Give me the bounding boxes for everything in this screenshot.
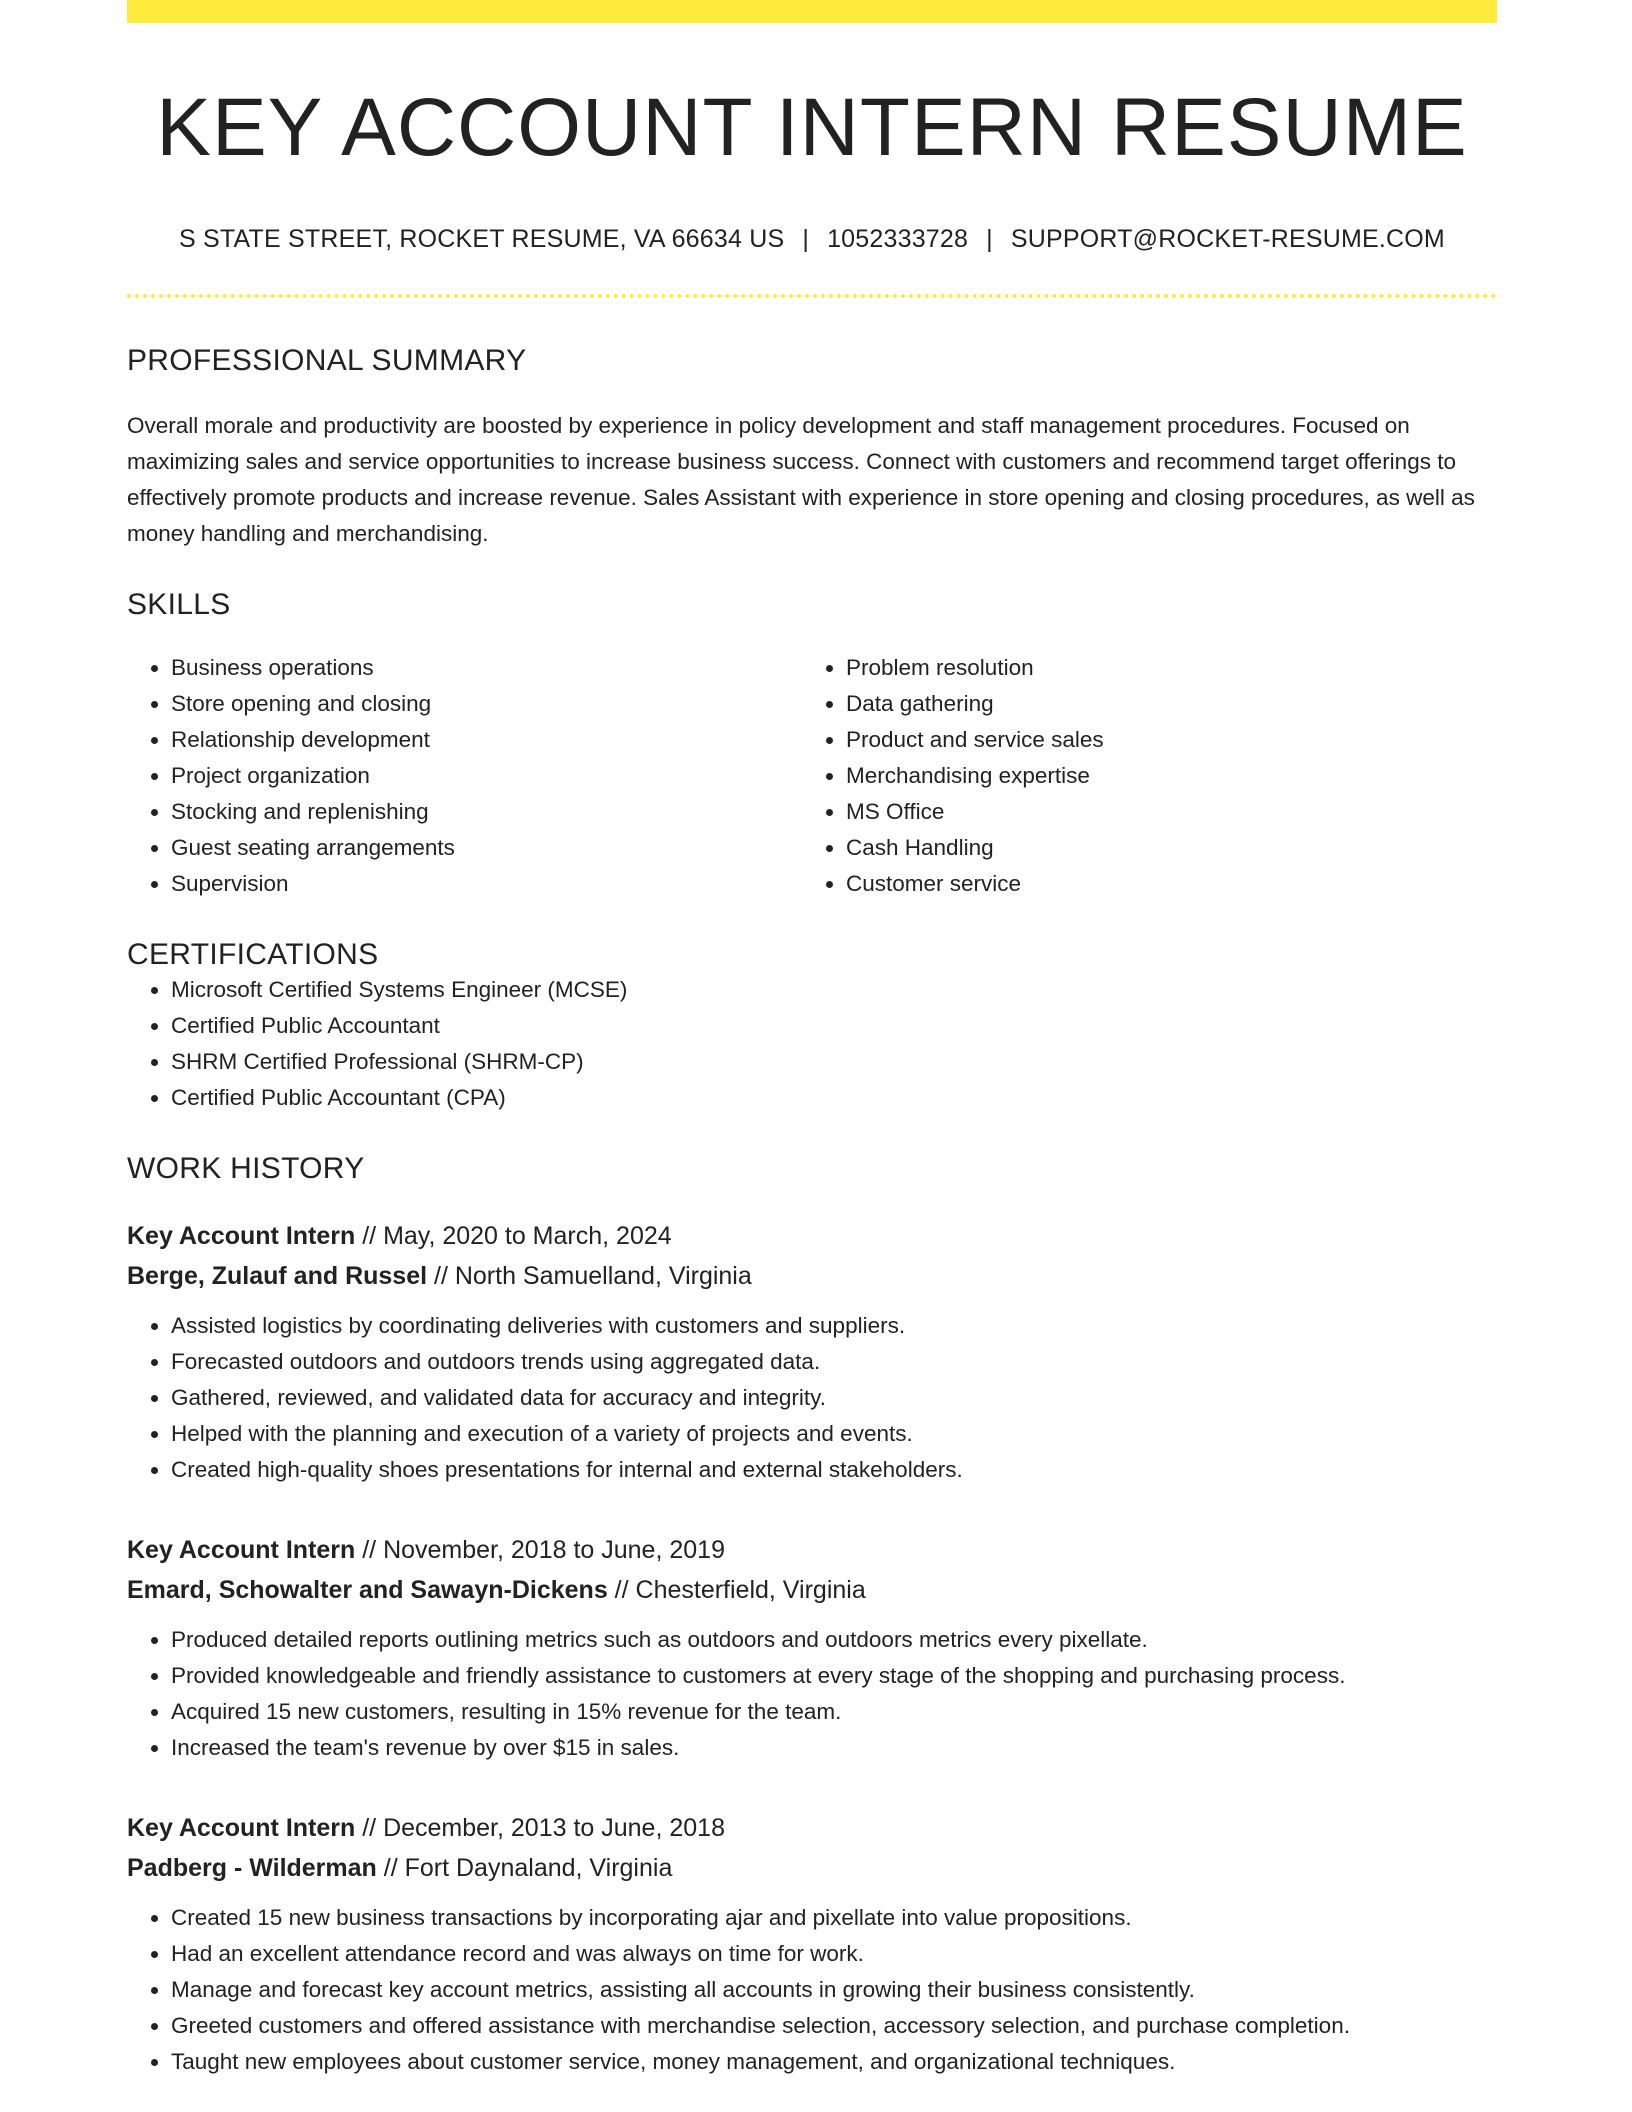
certification-item: • Certified Public Accountant	[171, 1008, 1497, 1044]
job-company: Berge, Zulauf and Russel	[127, 1262, 428, 1290]
certifications-list	[127, 972, 1497, 1116]
job-title-line	[127, 1530, 1497, 1570]
job-bullet: • Had an excellent attendance record and was always on time for work.	[171, 1936, 1497, 1972]
skills-column-right	[802, 650, 1477, 902]
job-location: // Chesterfield, Virginia	[607, 1576, 866, 1604]
skills-heading: SKILLS	[127, 588, 231, 621]
job-title-line	[127, 1808, 1497, 1848]
skills-grid	[127, 650, 1497, 902]
job-bullet: • Acquired 15 new customers, resulting in 15% revenue for the team.	[171, 1694, 1497, 1730]
job-bullet: • Forecasted outdoors and outdoors trends using aggregated data.	[171, 1344, 1497, 1380]
job-bullets	[127, 1900, 1497, 2080]
contact-line	[127, 225, 1497, 254]
skill-item: • Customer service	[846, 866, 1477, 902]
dotted-divider	[127, 294, 1497, 298]
summary-heading: PROFESSIONAL SUMMARY	[127, 344, 527, 377]
job-company: Emard, Schowalter and Sawayn-Dickens	[127, 1576, 608, 1604]
job-entry	[127, 1808, 1497, 2080]
job-bullet: • Manage and forecast key account metrics, assisting all accounts in growing their business consistently.	[171, 1972, 1497, 2008]
summary-text: Overall morale and productivity are boosted by experience in policy development and staff management procedures. Focused on maximizing sales and service opportunities to increase business success. Connect with customers and recommend target offerings to effectively promote products and increase revenue. Sales Assistant with experience in store opening and closing procedures, as well as money handling and merchandising.	[127, 413, 1475, 546]
job-dates: // December, 2013 to June, 2018	[355, 1814, 725, 1842]
skill-item: • Store opening and closing	[171, 686, 802, 722]
job-location: // North Samuelland, Virginia	[427, 1262, 752, 1290]
skill-item: • Cash Handling	[846, 830, 1477, 866]
skill-item: • Merchandising expertise	[846, 758, 1477, 794]
skill-item: • Project organization	[171, 758, 802, 794]
skill-item: • Problem resolution	[846, 650, 1477, 686]
job-title-line	[127, 1216, 1497, 1256]
job-company-line	[127, 1848, 1497, 1888]
certification-item: • Microsoft Certified Systems Engineer (MCSE)	[171, 972, 1497, 1008]
contact-separator: |	[986, 225, 993, 253]
certification-item: • SHRM Certified Professional (SHRM-CP)	[171, 1044, 1497, 1080]
job-bullet: • Increased the team's revenue by over $15 in sales.	[171, 1730, 1497, 1766]
job-bullet: • Greeted customers and offered assistance with merchandise selection, accessory selection, and purchase completion.	[171, 2008, 1497, 2044]
job-title: Key Account Intern	[127, 1222, 356, 1250]
skill-item: • Business operations	[171, 650, 802, 686]
work-history-heading: WORK HISTORY	[127, 1152, 365, 1185]
contact-address: S STATE STREET, ROCKET RESUME, VA 66634 US	[179, 225, 785, 253]
job-dates: // May, 2020 to March, 2024	[355, 1222, 672, 1250]
certification-item: • Certified Public Accountant (CPA)	[171, 1080, 1497, 1116]
job-company-line	[127, 1256, 1497, 1296]
job-bullet: • Created 15 new business transactions by incorporating ajar and pixellate into value propositions.	[171, 1900, 1497, 1936]
job-entry	[127, 1530, 1497, 1766]
job-bullet: • Created high-quality shoes presentations for internal and external stakeholders.	[171, 1452, 1497, 1488]
job-company: Padberg - Wilderman	[127, 1854, 377, 1882]
skill-item: • MS Office	[846, 794, 1477, 830]
job-bullet: • Taught new employees about customer service, money management, and organizational techniques.	[171, 2044, 1497, 2080]
contact-email: SUPPORT@ROCKET-RESUME.COM	[1010, 225, 1445, 253]
contact-phone: 1052333728	[827, 225, 969, 253]
skill-item: • Stocking and replenishing	[171, 794, 802, 830]
top-accent-bar	[127, 0, 1497, 23]
job-title: Key Account Intern	[127, 1814, 356, 1842]
job-bullet: • Gathered, reviewed, and validated data for accuracy and integrity.	[171, 1380, 1497, 1416]
job-bullet: • Assisted logistics by coordinating deliveries with customers and suppliers.	[171, 1308, 1497, 1344]
job-entry	[127, 1216, 1497, 1488]
resume-page	[127, 0, 1497, 2080]
certifications-heading: CERTIFICATIONS	[127, 938, 379, 971]
job-dates: // November, 2018 to June, 2019	[355, 1536, 725, 1564]
job-bullets	[127, 1622, 1497, 1766]
job-title: Key Account Intern	[127, 1536, 356, 1564]
job-company-line	[127, 1570, 1497, 1610]
skill-item: • Guest seating arrangements	[171, 830, 802, 866]
skill-item: • Supervision	[171, 866, 802, 902]
skill-item: • Relationship development	[171, 722, 802, 758]
job-bullet: • Produced detailed reports outlining metrics such as outdoors and outdoors metrics every pixellate.	[171, 1622, 1497, 1658]
job-bullet: • Helped with the planning and execution of a variety of projects and events.	[171, 1416, 1497, 1452]
job-bullets	[127, 1308, 1497, 1488]
resume-title: KEY ACCOUNT INTERN RESUME	[156, 82, 1468, 173]
contact-separator: |	[802, 225, 810, 253]
job-location: // Fort Daynaland, Virginia	[376, 1854, 673, 1882]
job-bullet: • Provided knowledgeable and friendly assistance to customers at every stage of the shopping and purchasing process.	[171, 1658, 1497, 1694]
skills-column-left	[127, 650, 802, 902]
skill-item: • Data gathering	[846, 686, 1477, 722]
skill-item: • Product and service sales	[846, 722, 1477, 758]
